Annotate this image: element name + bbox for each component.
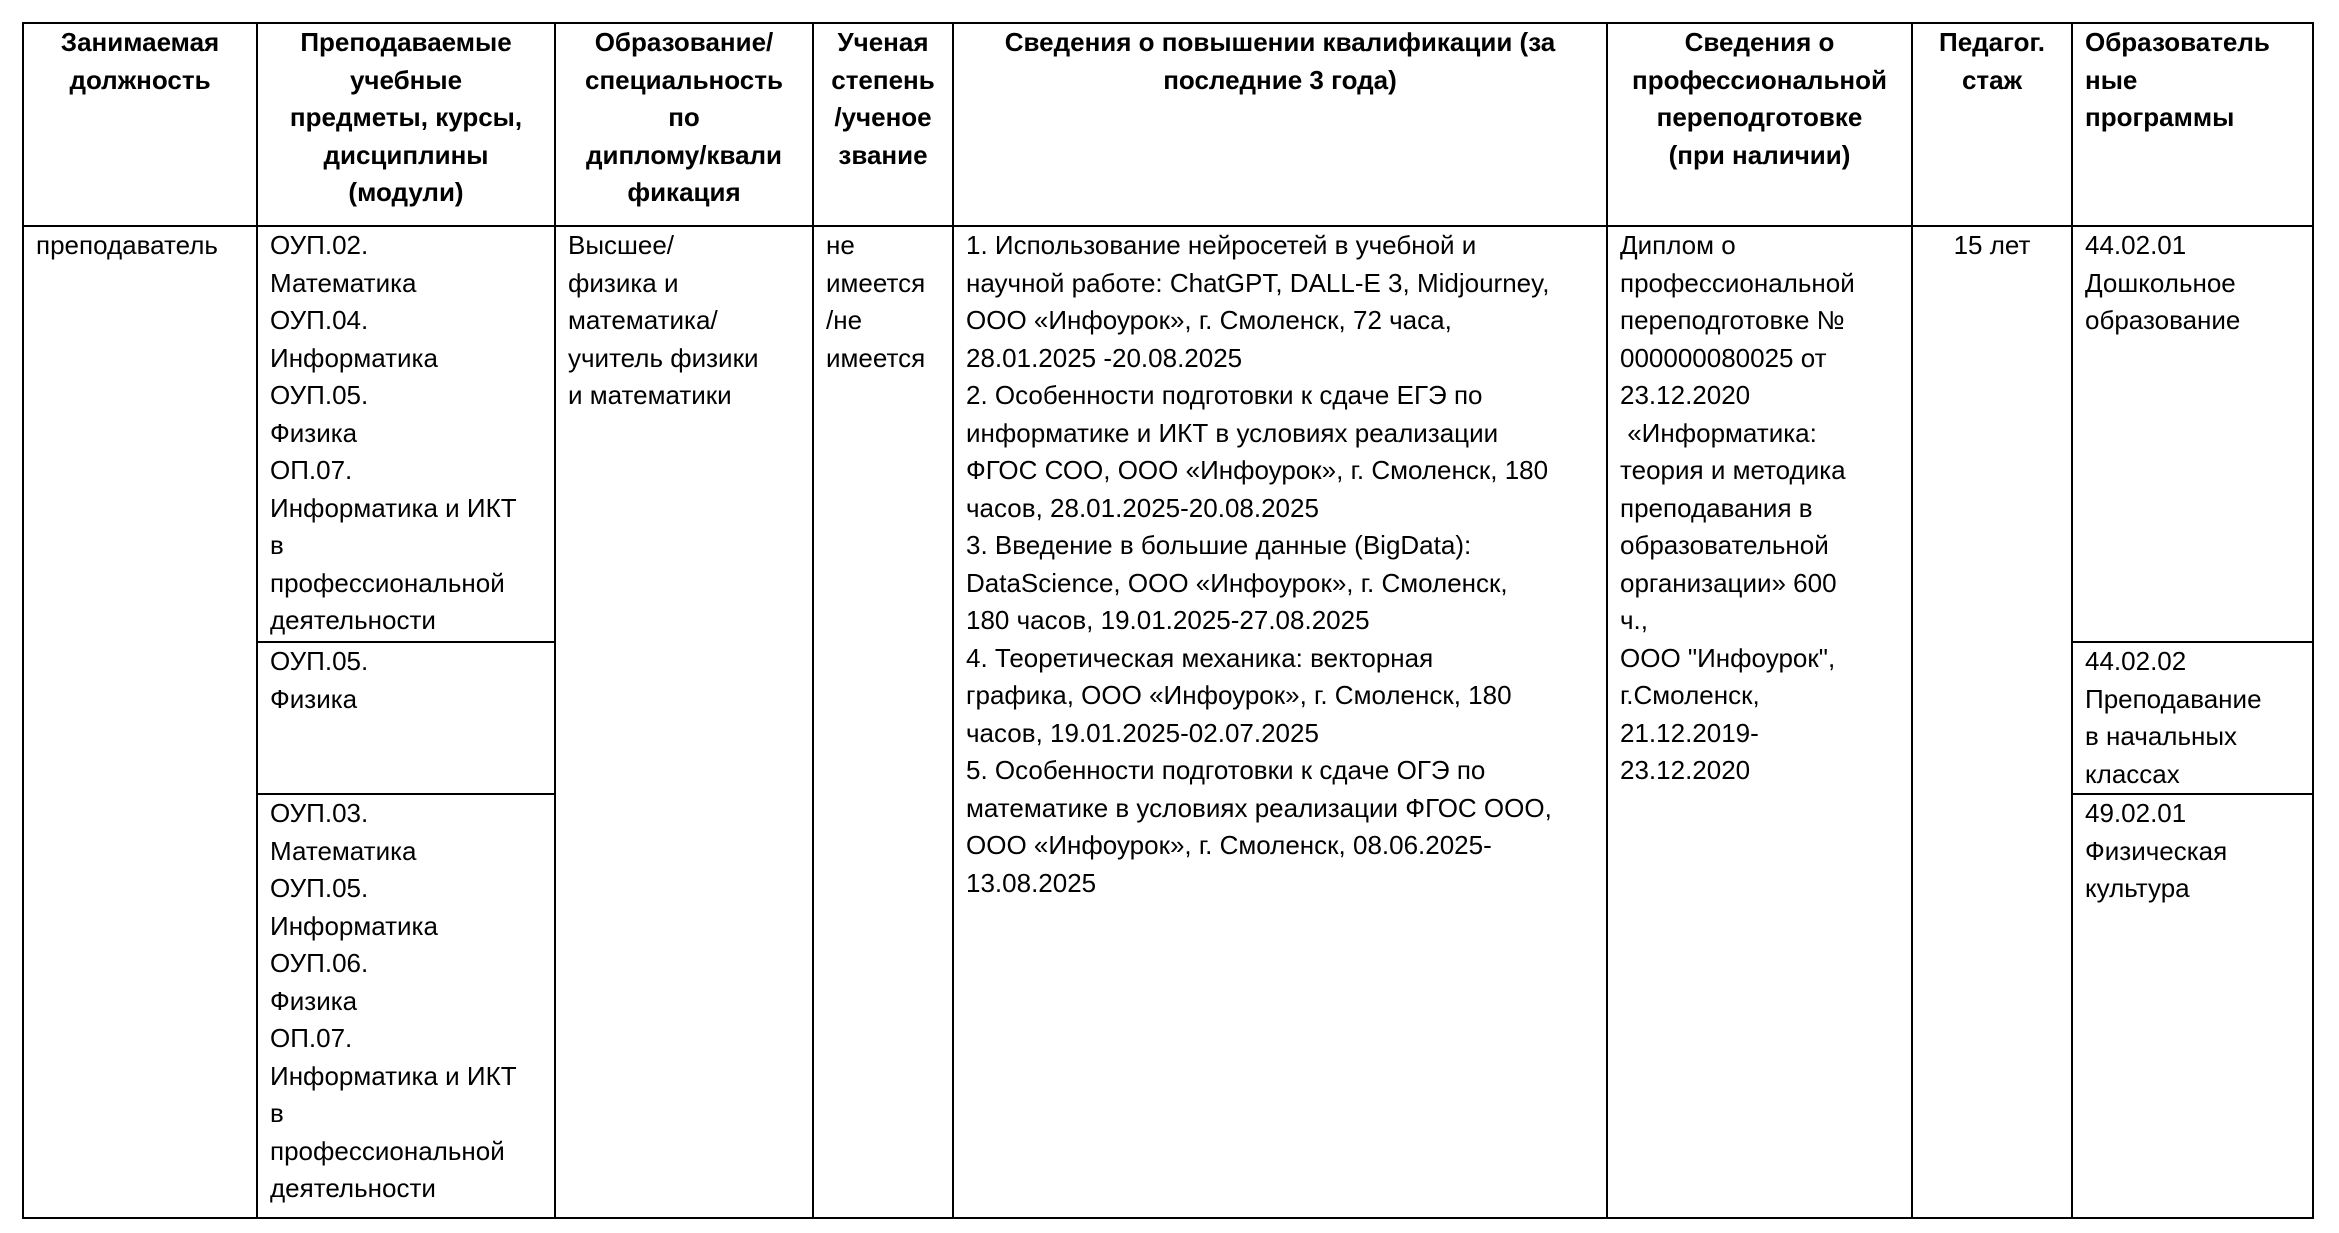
programs-cell-3: 49.02.01 Физическая культура <box>2072 794 2313 1218</box>
subjects-cell-3: ОУП.03. Математика ОУП.05. Информатика ОУП.06. Физика ОП.07. Информатика и ИКТ в профессиональной деятельности <box>257 794 555 1218</box>
subjects-cell-1: ОУП.02. Математика ОУП.04. Информатика ОУП.05. Физика ОП.07. Информатика и ИКТ в профессиональной деятельности <box>257 226 555 642</box>
retraining-cell: Диплом о профессиональной переподготовке № 000000080025 от 23.12.2020 «Информатика: теория и методика преподавания в образовательной организации» 600 ч., ООО "Инфоурок", г.Смоленск, 21.12.2019- 23.12.2020 <box>1607 226 1912 1218</box>
position-cell: преподаватель <box>23 226 257 1218</box>
staff-table <box>22 22 2314 1219</box>
education-cell: Высшее/ физика и математика/ учитель физики и математики <box>555 226 813 1218</box>
header-qualification: Сведения о повышении квалификации (за последние 3 года) <box>953 23 1607 226</box>
subjects-cell-2: ОУП.05. Физика <box>257 642 555 794</box>
header-education: Образование/ специальность по диплому/квали фикация <box>555 23 813 226</box>
experience-cell: 15 лет <box>1912 226 2072 1218</box>
header-retraining: Сведения о профессиональной переподготовке (при наличии) <box>1607 23 1912 226</box>
degree-cell: не имеется /не имеется <box>813 226 953 1218</box>
programs-cell-1: 44.02.01 Дошкольное образование <box>2072 226 2313 642</box>
qualification-cell: 1. Использование нейросетей в учебной и научной работе: ChatGPT, DALL-E 3, Midjourney, ООО «Инфоурок», г. Смоленск, 72 часа, 28.01.2025 -20.08.2025 2. Особенности подготовки к сдаче ЕГЭ по информатике и ИКТ в условиях реализации ФГОС СОО, ООО «Инфоурок», г. Смоленск, 180 часов, 28.01.2025-20.08.2025 3. Введение в большие данные (BigData): DataScience, ООО «Инфоурок», г. Смоленск, 180 часов, 19.01.2025-27.08.2025 4. Теоретическая механика: векторная графика, ООО «Инфоурок», г. Смоленск, 180 часов, 19.01.2025-02.07.2025 5. Особенности подготовки к сдаче ОГЭ по математике в условиях реализации ФГОС ООО, ООО «Инфоурок», г. Смоленск, 08.06.2025- 13.08.2025 <box>953 226 1607 1218</box>
table-header-row <box>23 23 2313 226</box>
programs-cell-2: 44.02.02 Преподавание в начальных классах <box>2072 642 2313 794</box>
header-position: Занимаемая должность <box>23 23 257 226</box>
header-degree: Ученая степень /ученое звание <box>813 23 953 226</box>
header-experience: Педагог. стаж <box>1912 23 2072 226</box>
header-subjects: Преподаваемые учебные предметы, курсы, дисциплины (модули) <box>257 23 555 226</box>
header-programs: Образователь ные программы <box>2072 23 2313 226</box>
table-row <box>23 226 2313 642</box>
